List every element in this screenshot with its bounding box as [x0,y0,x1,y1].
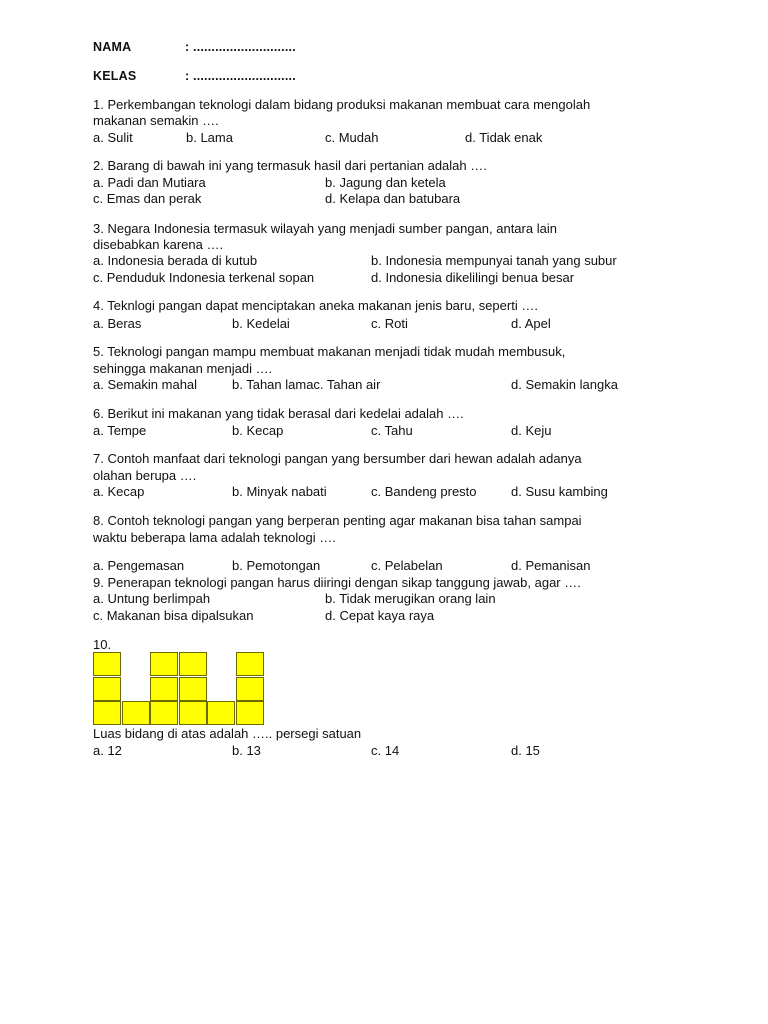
q6-option-b[interactable]: b. Kecap [232,423,284,438]
unit-square [236,701,264,725]
q3-option-b[interactable]: b. Indonesia mempunyai tanah yang subur [371,253,617,268]
kelas-field[interactable]: : ............................ [185,69,296,83]
unit-square [93,652,121,676]
question-1-line-1: 1. Perkembangan teknologi dalam bidang produksi makanan membuat cara mengolah [93,97,591,112]
question-6-line-1: 6. Berikut ini makanan yang tidak berasal dari kedelai adalah …. [93,406,464,421]
unit-square [122,701,150,725]
q3-option-d[interactable]: d. Indonesia dikelilingi benua besar [371,270,575,285]
q9-option-b[interactable]: b. Tidak merugikan orang lain [325,591,496,606]
q1-option-c[interactable]: c. Mudah [325,130,379,145]
question-5-line-2: sehingga makanan menjadi …. [93,361,273,376]
unit-square [93,701,121,725]
q7-option-a[interactable]: a. Kecap [93,484,145,499]
q2-option-d[interactable]: d. Kelapa dan batubara [325,191,461,206]
q3-option-a[interactable]: a. Indonesia berada di kutub [93,253,258,268]
unit-square [150,652,178,676]
q6-option-d[interactable]: d. Keju [511,423,552,438]
kelas-row [93,69,296,83]
question-3-line-1: 3. Negara Indonesia termasuk wilayah yang menjadi sumber pangan, antara lain [93,221,557,236]
q6-option-a[interactable]: a. Tempe [93,423,147,438]
question-1-line-2: makanan semakin …. [93,113,219,128]
unit-square [93,677,121,701]
q9-option-a[interactable]: a. Untung berlimpah [93,591,211,606]
question-8-line-2: waktu beberapa lama adalah teknologi …. [93,530,336,545]
question-3-line-2: disebabkan karena …. [93,237,224,252]
q8-option-d[interactable]: d. Pemanisan [511,558,591,573]
q4-option-c[interactable]: c. Roti [371,316,408,331]
q6-option-c[interactable]: c. Tahu [371,423,413,438]
unit-square [179,701,207,725]
nama-field[interactable]: : ............................ [185,40,296,54]
q2-option-c[interactable]: c. Emas dan perak [93,191,202,206]
q2-option-b[interactable]: b. Jagung dan ketela [325,175,446,190]
nama-label: NAMA [93,40,132,54]
q10-option-d[interactable]: d. 15 [511,743,540,758]
unit-square [150,677,178,701]
q5-option-b-c[interactable]: b. Tahan lamac. Tahan air [232,377,381,392]
q2-option-a[interactable]: a. Padi dan Mutiara [93,175,206,190]
question-8-line-1: 8. Contoh teknologi pangan yang berperan penting agar makanan bisa tahan sampai [93,513,582,528]
q1-option-d[interactable]: d. Tidak enak [465,130,543,145]
q7-option-b[interactable]: b. Minyak nabati [232,484,327,499]
q10-option-a[interactable]: a. 12 [93,743,122,758]
unit-square [150,701,178,725]
q3-option-c[interactable]: c. Penduduk Indonesia terkenal sopan [93,270,315,285]
q4-option-a[interactable]: a. Beras [93,316,142,331]
q10-option-b[interactable]: b. 13 [232,743,261,758]
question-7-line-1: 7. Contoh manfaat dari teknologi pangan yang bersumber dari hewan adalah adanya [93,451,582,466]
q9-option-d[interactable]: d. Cepat kaya raya [325,608,435,623]
q10-option-c[interactable]: c. 14 [371,743,400,758]
q4-option-d[interactable]: d. Apel [511,316,551,331]
q4-option-b[interactable]: b. Kedelai [232,316,290,331]
nama-row [93,40,296,54]
unit-square [236,677,264,701]
q8-option-b[interactable]: b. Pemotongan [232,558,321,573]
q7-option-c[interactable]: c. Bandeng presto [371,484,477,499]
q9-option-c[interactable]: c. Makanan bisa dipalsukan [93,608,254,623]
q5-option-d[interactable]: d. Semakin langka [511,377,618,392]
square-grid-figure [93,652,269,728]
unit-square [207,701,235,725]
unit-square [179,677,207,701]
question-10-line-1: Luas bidang di atas adalah ….. persegi satuan [93,726,362,741]
question-9-line-1: 9. Penerapan teknologi pangan harus diiringi dengan sikap tanggung jawab, agar …. [93,575,581,590]
question-4-line-1: 4. Teknlogi pangan dapat menciptakan aneka makanan jenis baru, seperti …. [93,298,538,313]
unit-square [179,652,207,676]
question-10-number: 10. [93,637,112,652]
q5-option-a[interactable]: a. Semakin mahal [93,377,198,392]
q8-option-a[interactable]: a. Pengemasan [93,558,185,573]
q7-option-d[interactable]: d. Susu kambing [511,484,608,499]
question-7-line-2: olahan berupa …. [93,468,197,483]
q1-option-b[interactable]: b. Lama [186,130,233,145]
question-2-line-1: 2. Barang di bawah ini yang termasuk hasil dari pertanian adalah …. [93,158,487,173]
question-5-line-1: 5. Teknologi pangan mampu membuat makanan menjadi tidak mudah membusuk, [93,344,566,359]
q1-option-a[interactable]: a. Sulit [93,130,133,145]
kelas-label: KELAS [93,69,137,83]
q8-option-c[interactable]: c. Pelabelan [371,558,443,573]
unit-square [236,652,264,676]
